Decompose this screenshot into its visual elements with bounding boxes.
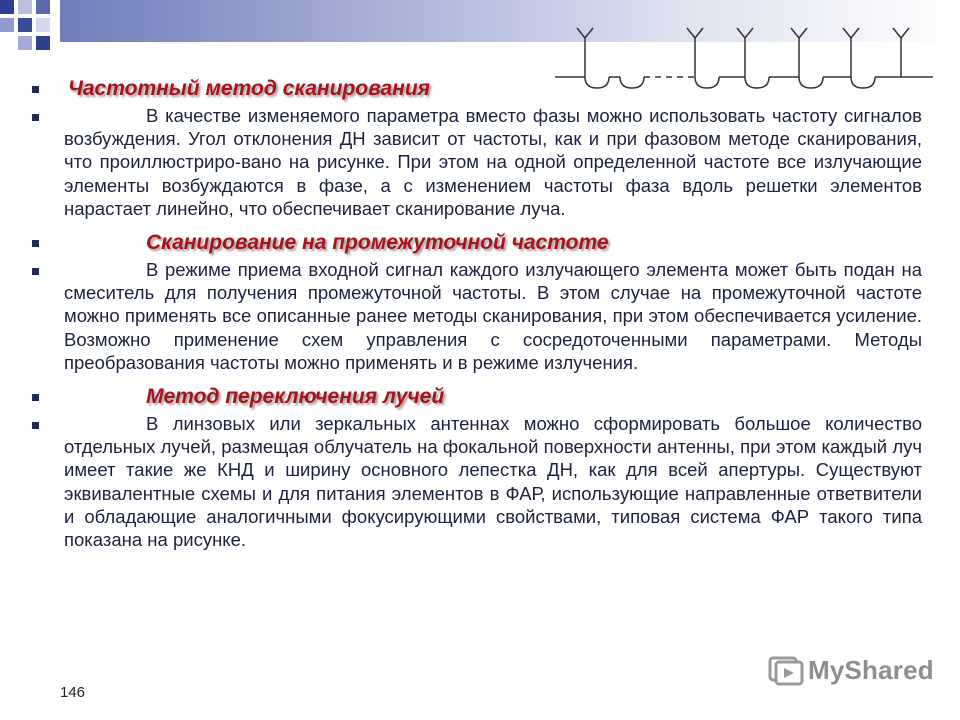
slide-content [28, 74, 928, 551]
section-paragraph-item [28, 258, 928, 374]
section-paragraph: В качестве изменяемого параметра вместо фазы можно использовать частоту сигналов возбуждения. Угол отклонения ДН зависит от частоты, как и при фазовом методе сканирования, что проиллюстриро-вано на рисунке. При этом на одной определенной частоте все излучающие элементы возбуждаются в фазе, а с изменением частоты фаза вдоль решетки элементов нарастает линейно, что обеспечивает сканирование луча. [64, 105, 922, 219]
bullet-icon [32, 86, 39, 93]
watermark [768, 654, 934, 686]
section-paragraph-item [28, 104, 928, 220]
bullet-icon [32, 268, 39, 275]
section-heading: Частотный метод сканирования [68, 77, 431, 100]
bullet-icon [32, 422, 39, 429]
bullet-icon [32, 394, 39, 401]
section-heading-item [28, 382, 928, 412]
section-heading-item [28, 228, 928, 258]
section-paragraph: В линзовых или зеркальных антеннах можно сформировать большое количество отдельных лучей, размещая облучатель на фокальной поверхности антенны, при этом каждый луч имеет такие же КНД и ширину основного лепестка ДН, как для всей апертуры. Существуют эквивалентные схемы и для питания элементов в ФАР, использующие направленные ответвители и обладающие аналогичными фокусирующими свойствами, типовая система ФАР такого типа показана на рисунке. [64, 413, 922, 551]
slides-logo-icon [768, 654, 804, 686]
bullet-icon [32, 114, 39, 121]
section-heading: Сканирование на промежуточной частоте [146, 231, 609, 255]
section-paragraph: В режиме приема входной сигнал каждого излучающего элемента может быть подан на смеситель для получения промежуточной частоты. В этом случае на промежуточной частоте можно применять все описанные ранее методы сканирования, при этом обеспечивается усиление. Возможно применение схем управления с сосредоточенными параметрами. Методы преобразования частоты можно применять и в режиме излучения. [64, 259, 922, 373]
bullet-icon [32, 240, 39, 247]
section-paragraph-item [28, 412, 928, 551]
watermark-text: MyShared [808, 654, 934, 685]
section-heading: Метод переключения лучей [146, 385, 445, 409]
section-heading-item [28, 74, 928, 104]
page-number: 146 [60, 684, 86, 701]
